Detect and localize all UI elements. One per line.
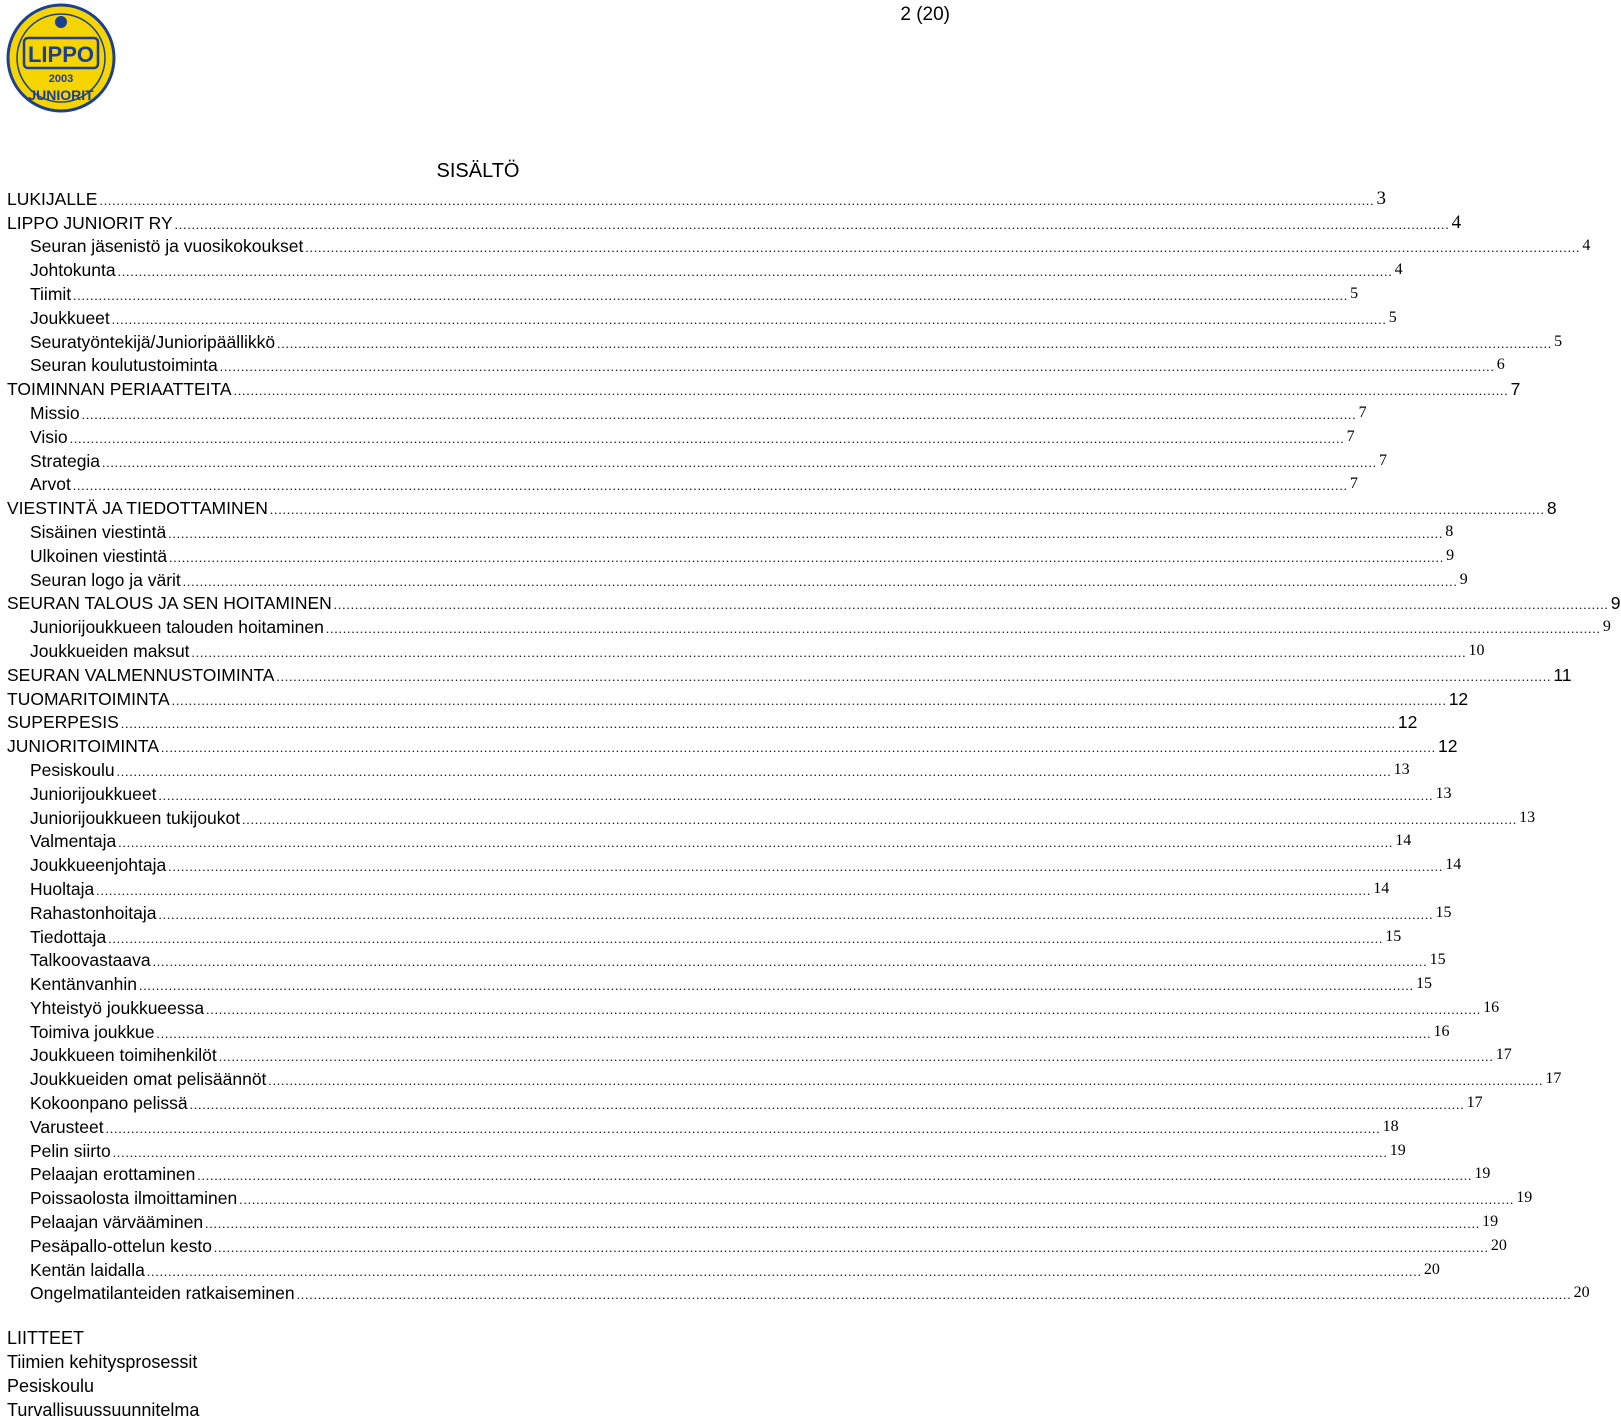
toc-entry-page: 14 bbox=[1395, 832, 1412, 850]
toc-entry[interactable] bbox=[0, 851, 1462, 876]
toc-entry[interactable] bbox=[0, 1256, 1440, 1280]
toc-entry-label: Joukkueiden omat pelisäännöt bbox=[30, 1069, 267, 1090]
toc-entry[interactable] bbox=[0, 1042, 1512, 1066]
toc-leader-dots: ............................................................................................................................................................................................................................................................................................................ bbox=[156, 1025, 1432, 1041]
toc-leader-dots: ............................................................................................................................................................................................................................................................................................................ bbox=[182, 573, 1458, 589]
toc-entry[interactable] bbox=[0, 1280, 1590, 1304]
toc-entry-page: 9 bbox=[1446, 546, 1455, 564]
toc-entry-page: 9 bbox=[1610, 593, 1621, 614]
toc-entry-label: VIESTINTÄ JA TIEDOTTAMINEN bbox=[0, 498, 268, 518]
toc-entry-label: Huoltaja bbox=[30, 878, 95, 899]
appendix-list bbox=[7, 1326, 199, 1422]
toc-leader-dots: ............................................................................................................................................................................................................................................................................................................ bbox=[112, 1144, 1388, 1160]
toc-leader-dots: ............................................................................................................................................................................................................................................................................................................ bbox=[105, 1120, 1381, 1136]
toc-entry-page: 4 bbox=[1394, 261, 1403, 279]
toc-entry-label: Pesäpallo-ottelun kesto bbox=[30, 1235, 212, 1256]
toc-entry-page: 17 bbox=[1495, 1046, 1512, 1064]
toc-entry-page: 20 bbox=[1573, 1284, 1590, 1302]
toc-leader-dots: ............................................................................................................................................................................................................................................................................................................ bbox=[118, 835, 1394, 851]
toc-entry[interactable] bbox=[0, 423, 1355, 447]
toc-entry-label: SEURAN VALMENNUSTOIMINTA bbox=[0, 665, 274, 685]
toc-leader-dots: ............................................................................................................................................................................................................................................................................................................ bbox=[174, 216, 1450, 232]
toc-leader-dots: ............................................................................................................................................................................................................................................................................................................ bbox=[218, 1049, 1494, 1065]
toc-entry-page: 13 bbox=[1393, 760, 1410, 778]
toc-entry-page: 3 bbox=[1376, 187, 1386, 209]
toc-entry-page: 19 bbox=[1474, 1165, 1491, 1183]
toc-entry-label: Kentän laidalla bbox=[30, 1259, 145, 1280]
toc-leader-dots: ............................................................................................................................................................................................................................................................................................................ bbox=[171, 692, 1447, 708]
toc-entry[interactable] bbox=[0, 1089, 1483, 1114]
toc-entry[interactable] bbox=[0, 780, 1452, 804]
toc-entry-label: Tiedottaja bbox=[30, 926, 107, 947]
toc-leader-dots: ............................................................................................................................................................................................................................................................................................................ bbox=[333, 597, 1609, 613]
toc-entry-page: 19 bbox=[1389, 1141, 1406, 1159]
toc-entry-page: 17 bbox=[1545, 1070, 1562, 1088]
toc-title: SISÄLTÖ bbox=[436, 160, 520, 182]
toc-entry-page: 9 bbox=[1602, 618, 1611, 636]
toc-entry[interactable] bbox=[0, 685, 1469, 709]
toc-entry-label: Ulkoinen viestintä bbox=[30, 545, 168, 566]
toc-leader-dots: ............................................................................................................................................................................................................................................................................................................ bbox=[305, 240, 1581, 256]
appendix-title: LIITTEET bbox=[7, 1328, 85, 1348]
toc-entry-page: 17 bbox=[1466, 1094, 1483, 1112]
toc-entry-page: 14 bbox=[1445, 856, 1462, 874]
toc-entry-label: Joukkueen toimihenkilöt bbox=[30, 1045, 217, 1066]
toc-entry-page: 5 bbox=[1554, 332, 1563, 350]
toc-entry[interactable] bbox=[0, 1137, 1406, 1161]
toc-entry[interactable] bbox=[0, 352, 1505, 376]
logo-lettering: LIPPO bbox=[27, 42, 95, 67]
toc-leader-dots: ............................................................................................................................................................................................................................................................................................................ bbox=[205, 1216, 1481, 1232]
toc-leader-dots: ............................................................................................................................................................................................................................................................................................................ bbox=[242, 811, 1518, 827]
toc-entry-page: 12 bbox=[1448, 688, 1469, 709]
toc-entry[interactable] bbox=[0, 471, 1358, 495]
toc-entry-page: 7 bbox=[1358, 403, 1367, 421]
toc-entry-label: Varusteet bbox=[30, 1116, 104, 1137]
toc-entry[interactable] bbox=[0, 994, 1500, 1018]
toc-entry[interactable] bbox=[0, 1184, 1533, 1209]
toc-entry-label: Juniorijoukkueet bbox=[30, 783, 157, 804]
toc-leader-dots: ............................................................................................................................................................................................................................................................................................................ bbox=[296, 1287, 1572, 1303]
toc-entry-page: 4 bbox=[1582, 237, 1591, 255]
toc-leader-dots: ............................................................................................................................................................................................................................................................................................................ bbox=[189, 1097, 1465, 1113]
svg-text:JUNIORIT: JUNIORIT bbox=[28, 87, 94, 103]
toc-entry-label: Arvot bbox=[30, 474, 71, 495]
toc-leader-dots: ............................................................................................................................................................................................................................................................................................................ bbox=[269, 502, 1545, 518]
toc-leader-dots: ............................................................................................................................................................................................................................................................................................................ bbox=[139, 978, 1415, 994]
toc-entry[interactable] bbox=[0, 828, 1412, 852]
toc-entry-page: 15 bbox=[1435, 903, 1452, 921]
toc-entry-label: Kentänvanhin bbox=[30, 974, 138, 995]
toc-leader-dots: ............................................................................................................................................................................................................................................................................................................ bbox=[102, 454, 1378, 470]
toc-entry-page: 13 bbox=[1435, 784, 1452, 802]
toc-leader-dots: ............................................................................................................................................................................................................................................................................................................ bbox=[108, 930, 1384, 946]
toc-entry[interactable] bbox=[0, 923, 1402, 947]
toc-entry[interactable] bbox=[0, 399, 1367, 423]
toc-entry-page: 6 bbox=[1496, 356, 1505, 374]
toc-leader-dots: ............................................................................................................................................................................................................................................................................................................ bbox=[73, 287, 1349, 303]
toc-entry[interactable] bbox=[0, 661, 1572, 685]
toc-entry[interactable] bbox=[0, 637, 1485, 661]
toc-entry-label: Joukkueet bbox=[30, 307, 110, 328]
toc-entry-label: Johtokunta bbox=[30, 260, 116, 281]
toc-entry-label: LUKIJALLE bbox=[0, 189, 97, 209]
toc-entry[interactable] bbox=[0, 304, 1397, 328]
toc-entry[interactable] bbox=[0, 494, 1557, 519]
toc-entry-page: 19 bbox=[1516, 1189, 1533, 1207]
toc-entry-label: Kokoonpano pelissä bbox=[30, 1093, 188, 1114]
page-number: 2 (20) bbox=[900, 4, 950, 25]
toc-entry[interactable] bbox=[0, 875, 1390, 899]
toc-entry[interactable] bbox=[0, 1065, 1562, 1090]
toc-entry-page: 14 bbox=[1373, 879, 1390, 897]
toc-entry-label: Valmentaja bbox=[30, 831, 117, 852]
toc-leader-dots: ............................................................................................................................................................................................................................................................................................................ bbox=[219, 359, 1495, 375]
toc-entry-label: Pelin siirto bbox=[30, 1140, 111, 1161]
toc-leader-dots: ............................................................................................................................................................................................................................................................................................................ bbox=[152, 954, 1428, 970]
toc-leader-dots: ............................................................................................................................................................................................................................................................................................................ bbox=[69, 430, 1345, 446]
toc-leader-dots: ............................................................................................................................................................................................................................................................................................................ bbox=[197, 1168, 1473, 1184]
toc-entry-label: JUNIORITOIMINTA bbox=[0, 736, 159, 756]
toc-entry[interactable] bbox=[0, 566, 1468, 590]
toc-entry-page: 15 bbox=[1429, 951, 1446, 969]
toc-entry-page: 11 bbox=[1553, 664, 1572, 685]
toc-entry[interactable] bbox=[0, 709, 1418, 733]
toc-entry-label: Joukkueiden maksut bbox=[30, 640, 190, 661]
toc-entry[interactable] bbox=[0, 756, 1410, 780]
toc-entry-label: Seuran koulutustoiminta bbox=[30, 355, 218, 376]
toc-entry[interactable] bbox=[0, 1113, 1399, 1137]
toc-entry-label: Missio bbox=[30, 402, 80, 423]
table-of-contents bbox=[0, 185, 1621, 1304]
toc-leader-dots: ............................................................................................................................................................................................................................................................................................................ bbox=[146, 1263, 1422, 1279]
toc-leader-dots: ............................................................................................................................................................................................................................................................................................................ bbox=[158, 906, 1434, 922]
toc-leader-dots: ............................................................................................................................................................................................................................................................................................................ bbox=[239, 1192, 1515, 1208]
toc-leader-dots: ............................................................................................................................................................................................................................................................................................................ bbox=[161, 740, 1436, 756]
toc-entry-label: Rahastonhoitaja bbox=[30, 902, 157, 923]
toc-entry-page: 12 bbox=[1438, 736, 1458, 757]
toc-entry-label: TOIMINNAN PERIAATTEITA bbox=[0, 379, 232, 399]
toc-leader-dots: ............................................................................................................................................................................................................................................................................................................ bbox=[277, 335, 1553, 351]
toc-leader-dots: ............................................................................................................................................................................................................................................................................................................ bbox=[99, 192, 1375, 208]
toc-entry-label: Sisäinen viestintä bbox=[30, 521, 167, 542]
toc-entry-label: Visio bbox=[30, 426, 68, 447]
toc-entry[interactable] bbox=[0, 518, 1454, 542]
toc-leader-dots: ............................................................................................................................................................................................................................................................................................................ bbox=[206, 1001, 1482, 1017]
appendix-item: Turvallisuussuunnitelma bbox=[7, 1400, 200, 1420]
toc-leader-dots: ............................................................................................................................................................................................................................................................................................................ bbox=[213, 1239, 1489, 1255]
appendix-item: Tiimien kehitysprosessit bbox=[7, 1352, 198, 1372]
toc-leader-dots: ............................................................................................................................................................................................................................................................................................................ bbox=[233, 383, 1509, 399]
toc-leader-dots: ............................................................................................................................................................................................................................................................................................................ bbox=[325, 621, 1601, 637]
toc-entry[interactable] bbox=[0, 280, 1359, 304]
toc-leader-dots: ............................................................................................................................................................................................................................................................................................................ bbox=[168, 525, 1444, 541]
toc-entry-page: 5 bbox=[1350, 284, 1359, 302]
appendix-item: Pesiskoulu bbox=[7, 1376, 95, 1396]
toc-entry[interactable] bbox=[0, 804, 1536, 828]
toc-entry[interactable] bbox=[0, 899, 1452, 923]
toc-entry-page: 8 bbox=[1546, 498, 1557, 519]
toc-entry[interactable] bbox=[0, 613, 1611, 638]
toc-entry-label: TUOMARITOIMINTA bbox=[0, 689, 170, 709]
toc-entry-page: 10 bbox=[1468, 641, 1485, 659]
toc-entry-label: Juniorijoukkueen tukijoukot bbox=[30, 807, 241, 828]
toc-entry-label: Strategia bbox=[30, 450, 101, 471]
toc-leader-dots: ............................................................................................................................................................................................................................................................................................................ bbox=[191, 644, 1467, 660]
toc-leader-dots: ............................................................................................................................................................................................................................................................................................................ bbox=[120, 716, 1396, 732]
toc-entry[interactable] bbox=[0, 185, 1386, 209]
club-logo-emblem bbox=[6, 2, 116, 114]
toc-entry-page: 16 bbox=[1483, 998, 1500, 1016]
toc-entry-page: 16 bbox=[1433, 1022, 1450, 1040]
toc-entry-page: 4 bbox=[1451, 211, 1462, 233]
toc-entry-page: 19 bbox=[1482, 1213, 1499, 1231]
toc-leader-dots: ............................................................................................................................................................................................................................................................................................................ bbox=[116, 763, 1392, 779]
toc-entry-page: 7 bbox=[1349, 475, 1358, 493]
toc-entry-label: LIPPO JUNIORIT RY bbox=[0, 213, 173, 233]
toc-leader-dots: ............................................................................................................................................................................................................................................................................................................ bbox=[169, 549, 1445, 565]
toc-leader-dots: ............................................................................................................................................................................................................................................................................................................ bbox=[158, 787, 1434, 803]
toc-entry-label: Juniorijoukkueen talouden hoitaminen bbox=[30, 617, 324, 638]
toc-entry-page: 12 bbox=[1397, 712, 1418, 733]
toc-entry[interactable] bbox=[0, 209, 1462, 233]
toc-entry[interactable] bbox=[0, 542, 1455, 566]
toc-entry-label: Seuran logo ja värit bbox=[30, 569, 181, 590]
toc-entry-page: 15 bbox=[1416, 975, 1433, 993]
toc-entry-label: Pelaajan värvääminen bbox=[30, 1212, 204, 1233]
toc-leader-dots: ............................................................................................................................................................................................................................................................................................................ bbox=[268, 1073, 1544, 1089]
toc-leader-dots: ............................................................................................................................................................................................................................................................................................................ bbox=[81, 406, 1357, 422]
toc-entry-page: 15 bbox=[1385, 927, 1402, 945]
toc-entry[interactable] bbox=[0, 447, 1388, 471]
toc-entry[interactable] bbox=[0, 375, 1521, 400]
toc-leader-dots: ............................................................................................................................................................................................................................................................................................................ bbox=[72, 478, 1348, 494]
toc-entry-label: Seuratyöntekijä/Junioripäällikkö bbox=[30, 331, 276, 352]
toc-leader-dots: ............................................................................................................................................................................................................................................................................................................ bbox=[117, 264, 1393, 280]
toc-entry-page: 5 bbox=[1388, 308, 1397, 326]
toc-entry-page: 9 bbox=[1459, 570, 1468, 588]
toc-entry[interactable] bbox=[0, 1208, 1499, 1233]
toc-entry[interactable] bbox=[0, 732, 1458, 757]
toc-entry-label: Toimiva joukkue bbox=[30, 1021, 155, 1042]
toc-entry-label: Poissaolosta ilmoittaminen bbox=[30, 1188, 238, 1209]
toc-entry-label: Talkoovastaava bbox=[30, 950, 151, 971]
toc-leader-dots: ............................................................................................................................................................................................................................................................................................................ bbox=[276, 668, 1552, 684]
toc-entry[interactable] bbox=[0, 256, 1403, 281]
toc-entry[interactable] bbox=[0, 1161, 1491, 1185]
toc-entry-label: Seuran jäsenistö ja vuosikokoukset bbox=[30, 236, 304, 257]
toc-entry[interactable] bbox=[0, 1018, 1450, 1042]
club-logo bbox=[6, 2, 116, 114]
toc-entry[interactable] bbox=[0, 1232, 1507, 1256]
toc-entry-label: Pelaajan erottaminen bbox=[30, 1164, 196, 1185]
toc-entry[interactable] bbox=[0, 970, 1433, 995]
toc-entry-label: Tiimit bbox=[30, 283, 72, 304]
toc-entry-page: 7 bbox=[1510, 379, 1521, 400]
toc-leader-dots: ............................................................................................................................................................................................................................................................................................................ bbox=[96, 882, 1372, 898]
toc-entry[interactable] bbox=[0, 590, 1621, 614]
toc-entry-label: Pesiskoulu bbox=[30, 759, 115, 780]
toc-entry-label: Yhteistyö joukkueessa bbox=[30, 997, 205, 1018]
svg-text:2003: 2003 bbox=[48, 73, 74, 85]
toc-entry-label: SUPERPESIS bbox=[0, 712, 119, 732]
toc-leader-dots: ............................................................................................................................................................................................................................................................................................................ bbox=[111, 311, 1387, 327]
toc-entry[interactable] bbox=[0, 233, 1591, 257]
toc-entry-label: Joukkueenjohtaja bbox=[30, 855, 167, 876]
toc-entry-page: 13 bbox=[1519, 808, 1536, 826]
toc-entry-page: 20 bbox=[1423, 1260, 1440, 1278]
toc-entry-page: 18 bbox=[1382, 1117, 1399, 1135]
toc-entry-page: 7 bbox=[1346, 427, 1355, 445]
toc-entry-label: SEURAN TALOUS JA SEN HOITAMINEN bbox=[0, 593, 332, 613]
toc-entry[interactable] bbox=[0, 328, 1563, 352]
toc-entry-page: 20 bbox=[1490, 1236, 1507, 1254]
toc-entry-page: 8 bbox=[1445, 522, 1454, 540]
toc-entry-label: Ongelmatilanteiden ratkaiseminen bbox=[30, 1283, 295, 1304]
toc-entry[interactable] bbox=[0, 947, 1446, 971]
toc-leader-dots: ............................................................................................................................................................................................................................................................................................................ bbox=[168, 859, 1444, 875]
toc-entry-page: 7 bbox=[1379, 451, 1388, 469]
